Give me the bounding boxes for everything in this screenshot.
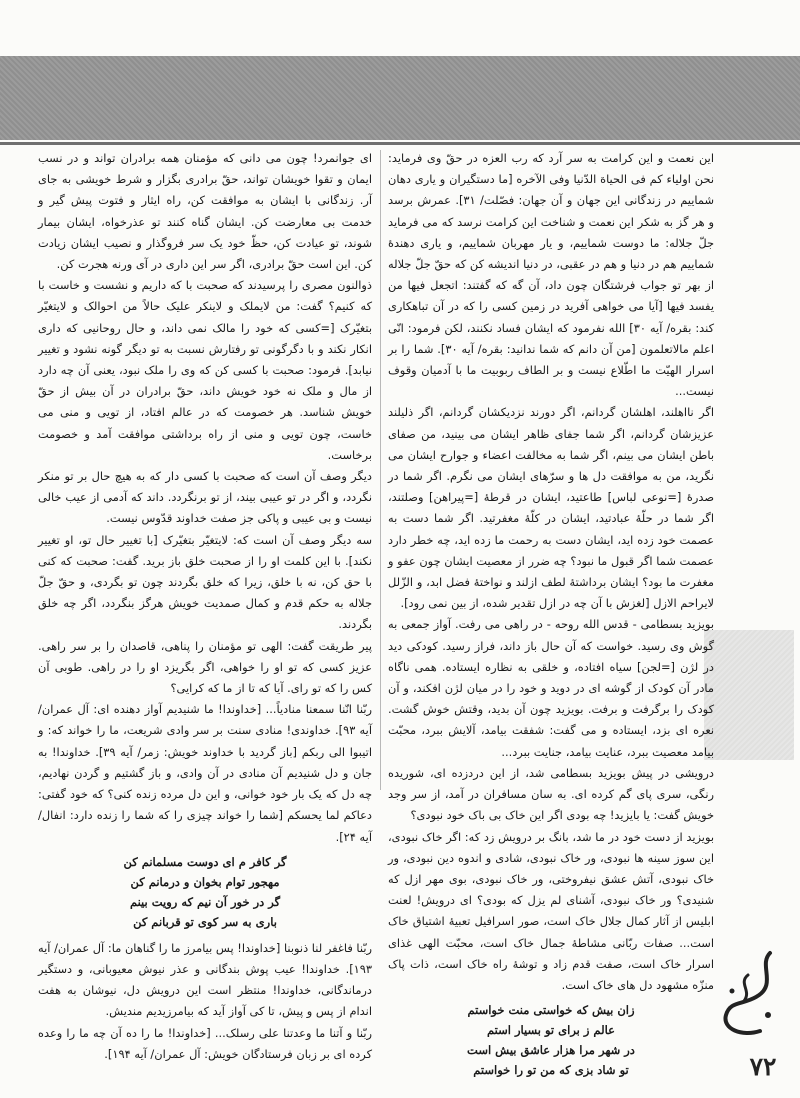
poem-line: باری به سر کوی تو قربانم کن: [133, 914, 277, 929]
paragraph: ربّنا و آتنا ما وعدتنا علی رسلک... [خداوندا! ما را ده آن چه ما را وعده کرده ای بر زبان فرستادگان خویش: آل عمران/ آیه ۱۹۴].: [38, 1025, 372, 1061]
right-column: [388, 148, 714, 1078]
poem-line: تو شاد بزی که من تو را خواستم: [473, 1063, 629, 1078]
header-band: [0, 56, 800, 140]
page-number: ۷۲: [749, 1052, 777, 1081]
paragraph: بویزید از دست خود در ما شد، بانگ بر درویش زد که: اگر خاک نبودی، این سوز سینه ها نبودی، ور خاک نبودی، شادی و اندوه دین نبودی، ور خاک نبودی، آتش عشق نیفروختی، ور خاک نبودی، بوی مهر ازل که شنیدی؟ ور خاک نبودی، آشنای لم یزل که بودی؟ ای درویش! لعنت ابلیس از آثار کمال جلال خاک است، صور اسرافیل تعبیهٔ اشتیاق خاک است... صفات ربّانی مشاطهٔ جمال خاک است، محبّت الهی غذای اسرار خاک است، صفت قدم زاد و توشهٔ راه خاک است، ذات پاک منزّه مشهود دل های خاک است.: [388, 829, 714, 992]
column-divider: [380, 150, 381, 790]
paragraph: ذوالنون مصری را پرسیدند که صحبت با که داریم و نشست و خاست با که کنیم؟ گفت: من لایملک و لاینکر علیک حالاً من احوالک و لایتغیّر بتغیّرک [=کسی که خود را مالک نمی داند، و حال روحانیی که داری انکار نکند و با دگرگونی تو رفتارش نسبت به تو دیگر گونه نشود و تغییر نیابد]. فرمود: صحبت با کسی کن که وی را ملک نبود، یعنی آن چه دارد از مال و ملک نه خود خویش داند، حقّ برادران در آن بیش از حقّ خویش شناسد. هر خصومت که در عالم افتاد، از تویی و منی می خاست، چون تویی و منی از راه برداشتی موافقت آمد و خصومت برخاست.: [38, 278, 372, 462]
paragraph: سه دیگر وصف آن است که: لایتغیّر بتغیّرک [با تغییر حال تو، او تغییر نکند]. با این کلمت او را از صحبت خلق باز برید. گفت: صحبت که کنی با حق کن، نه با خلق، زیرا که خلق بگردند چون تو بگردی، و حقّ جلّ جلاله به حکم قدم و کمال صمدیت خویش هرگز بنگردد، اگر چه خلق بگردند.: [38, 532, 372, 632]
poem-line: زان بیش که خواستی منت خواستم: [467, 1003, 635, 1018]
poem-line: عالم ز برای تو بسیار استم: [487, 1023, 615, 1038]
paragraph: ربّنا انّنا سمعنا منادیاً... [خداوندا! ما شنیدیم آواز دهنده ای: آل عمران/ آیه ۹۳]. خداوندی! منادی سنت بر سر وادی شریعت، ما را خواند که: و اتیبوا الی ربکم [باز گردید با خداوند خویش: زمر/ آیه ۳۹]. خداوندا! به جان و دل شنیدیم آن منادی در آن وادی، و باز گشتیم و گردن نهادیم، چه دل که یک بار خود خوانی، و این دل مرده زنده کنی؟ که خود گفتی: دعاکم لما یحسکم [شما را خواند چیزی را که شما را زنده دارد: انفال/ آیه ۲۴].: [38, 702, 372, 844]
poem-line: در شهر مرا هزار عاشق بیش است: [467, 1043, 635, 1058]
side-texture-band: [704, 630, 794, 760]
poem: [388, 1000, 714, 1080]
paragraph: پیر طریقت گفت: الهی تو مؤمنان را پناهی، قاصدان را بر سر راهی. عزیز کسی که تو او را خواهی، اگر بگریزد او را در راهی. طوبی آن کس را که تو رای. آیا که تا از ما که کرایی؟: [38, 638, 372, 696]
paragraph: ربّنا فاغفر لنا ذنوبنا [خداوندا! پس بیامرز ما را گناهان ما: آل عمران/ آیه ۱۹۳]. خداوندا! عیب پوش بندگانی و عذر نیوش معیوبانی، و دستگیر درماندگانی، خداوندا! منتظر است این درویش دل، نیوشان به هفت اندام از پس و پیش، تا کی آواز آید که بیامرزیدیم مندیش.: [38, 940, 372, 1019]
poem: [38, 852, 372, 932]
kerman-logo: [708, 945, 790, 1045]
poem-line: مهجور توام بخوان و درمانم کن: [130, 874, 280, 889]
header-rule: [0, 142, 800, 145]
paragraph: بویزید بسطامی - قدس الله روحه - در راهی می رفت. آواز جمعی به گوش وی رسید. خواست که آن حال باز داند، فراز رسید. کودکی دید در لژن [=لجن] سیاه افتاده، و خلقی به نظاره ایستاده. همی ناگاه مادر آن کودک از گوشه ای در دوید و خود را در میان لژن افکند، و آن کودک را برگرفت و برفت. بویزید چون آن بدید، وقتش خوش گشت. نعره ای بزد، ایستاده و می گفت: شفقت بیامد، آلایش ببرد، محبّت بیامد معصیت ببرد، عنایت بیامد، جنایت ببرد...: [388, 617, 714, 759]
paragraph: این نعمت و این کرامت به سر آرد که رب العزه در حقّ وی فرماید: نحن اولیاء کم فی الحیاة الدّنیا وفی الآخره [ما دستگیران و یاری دهان شماییم در زندگانی این جهان و آن جهان: فصّلت/ ۳۱]. عمرش برسد و هر گز به شکر این نعمت و شناخت این کرامت نرسد که می فرماید جلّ جلاله: ما دوست شماییم، و یار مهربان شماییم، و یاری دهندهٔ شماییم هم در دنیا و هم در عقبی، در دنیا اندیشه کن که حقّ جلّ جلاله از بهر تو جواب فرشتگان چون داد، آن گه که گفتند: اتجعل فیها من یفسد فیها [آیا می خواهی آفرید در زمین کسی را که در آن تباهکاری کند: بقره/ آیه ۳۰] الله نفرمود که ایشان فساد نکنند، لکن فرمود: انّی اعلم مالاتعلمون [من آن دانم که شما ندانید: بقره/ آیه ۳۰]. شما را بر اسرار الهیّت ما اطّلاع نیست و بر الطاف ربوبیت ما با آدمیان وقوف نیست...: [388, 151, 714, 399]
poem-line: گر در خور آن نیم که رویت بینم: [129, 894, 281, 909]
paragraph: ای جوانمرد! چون می دانی که مؤمنان همه برادران تواند و در نسب ایمان و تقوا خویشان تواند، حقّ برادری بگزار و شرط خویشی به جای آر. زندگانی با ایشان به موافقت کن، راه ایثار و فتوت پیش گیر و خدمت بی معارضت کن. ایشان گناه کنند تو عذرخواه، ایشان بیمار شوند، تو عیادت کن، حظّ خود یک سر فروگذار و نصیب ایشان زیادت کن. این است حقّ برادری، اگر سر این داری در آی ورنه هجرت کن.: [38, 151, 372, 272]
paragraph: اگر نااهلند، اهلشان گردانم، اگر دورند نزدیکشان گردانم، اگر ذلیلند عزیزشان گردانم، اگر شما جفای ظاهر ایشان می بینید، من صفای باطن ایشان می بینم، اگر شما به مخالفت اعضاء و جوارح ایشان می نگرید، من به موافقت دل ها و سرّهای ایشان می نگرم. اگر شما در صدرهٔ [=نوعی لباس] طاعتید، ایشان در قرطهٔ [=پیراهن] وصلتند، اگر شما در حلّهٔ عبادتید، ایشان در کلّهٔ مغفرتید. اگر شما دست به عصمت خود زده اید، ایشان دست به رحمت ما زده اید، چه خطر دارد عصمت شما اگر قبول ما نبود؟ چه ضرر از معصیت ایشان چون عفو و مغفرت ما بود؟ ایشان برداشتهٔ لطف ازلند و نواختهٔ فضل ابد، و الزّلل لایراحم الازل [لغزش با آن چه در ازل تقدیر شده، از بین نمی رود].: [388, 405, 714, 611]
paragraph: دیگر وصف آن است که صحبت با کسی دار که به هیچ حال بر تو منکر نگردد، و اگر در تو عیبی بیند، از تو برنگردد. داند که آدمی از عیب خالی نیست و بی عیبی و پاکی جز صفت خداوند قدّوس نیست.: [38, 469, 372, 526]
paragraph: درویشی در پیش بویزید بسطامی شد، از این دردزده ای، شوریده رنگی، سری پای گم کرده ای. به سان مسافران در آمد، از سر وجد خویش گفت: یا بایزید! چه بودی اگر این خاک بی باک خود نبودی؟: [388, 765, 714, 823]
poem-line: گر کافر م ای دوست مسلمانم کن: [123, 854, 287, 869]
left-column: [38, 148, 372, 1061]
